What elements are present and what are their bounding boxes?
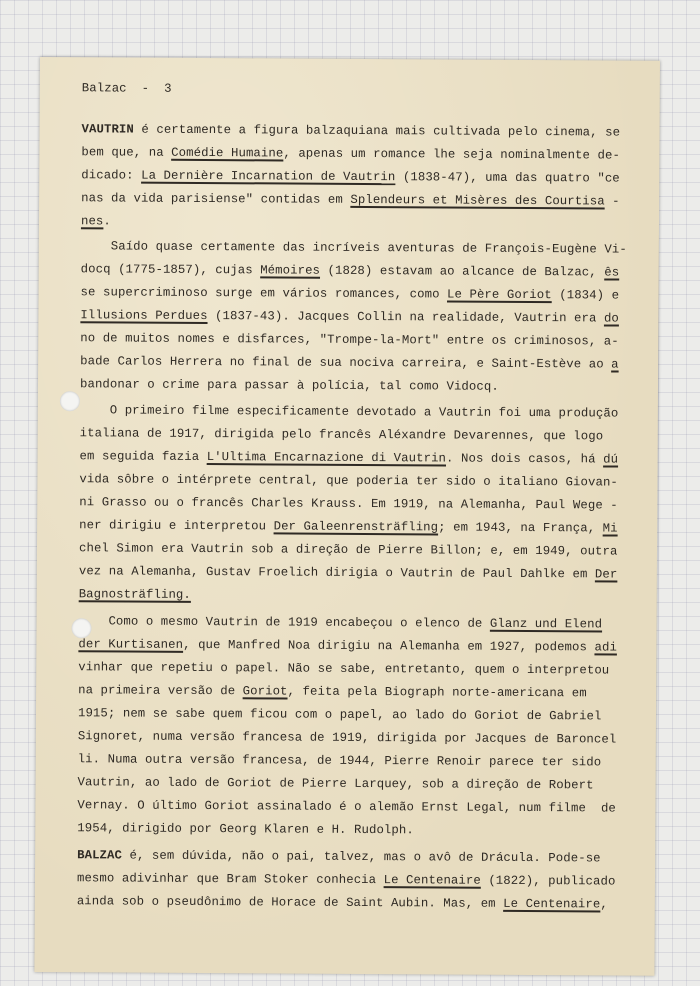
text-run: (1828) estavam ao alcance de Balzac, — [320, 263, 605, 280]
text-line — [78, 683, 587, 700]
text-line — [80, 377, 499, 394]
text-line — [79, 472, 618, 489]
underlined-title: Le Centenaire — [383, 873, 481, 888]
text-run: Como o mesmo Vautrin de 1919 encabeçou o elenco de — [78, 614, 490, 631]
text-run: se supercriminoso surge em vários romances, como — [80, 285, 448, 302]
text-line — [81, 191, 620, 208]
underlined-title: Splendeurs et Misères des Courtisa — [350, 192, 605, 209]
underlined-title: adi — [594, 640, 617, 655]
text-line — [78, 706, 602, 723]
text-line — [78, 729, 617, 746]
underlined-title: Comédie Humaine — [171, 145, 284, 161]
text-run: , — [600, 897, 608, 912]
text-line — [77, 798, 616, 815]
text-run: (1822), publicado — [480, 873, 616, 889]
text-run: vida sôbre o intérprete central, que poderia ter sido o italiano Giovan- — [79, 472, 618, 490]
text-run: vez na Alemanha, Gustav Froelich dirigia o Vautrin de Paul Dahlke em — [78, 564, 595, 582]
text-run: nas da vida parisiense" contidas em — [81, 191, 351, 207]
text-line — [78, 637, 617, 654]
text-run: , feita pela Biograph norte-americana em — [287, 684, 587, 701]
text-run: ni Grasso ou o francês Charles Krauss. Em 1919, na Alemanha, Paul Wege - — [79, 495, 618, 513]
underlined-title: Mi — [602, 521, 618, 536]
text-line — [77, 871, 616, 888]
underlined-title: La Dernière Incarnation de Vautrin — [141, 168, 396, 185]
underlined-title: der Kurtisanen — [78, 637, 184, 652]
text-run: O primeiro filme especificamente devotado a Vautrin foi uma produção — [79, 403, 619, 421]
underlined-title: Glanz und Elend — [489, 616, 603, 632]
text-run: (1838-47), uma das quatro "ce — [395, 170, 620, 186]
text-line — [79, 495, 618, 512]
text-line — [80, 426, 604, 443]
text-run: ; em 1943, na França, — [438, 520, 603, 536]
text-run: é, sem dúvida, não o pai, talvez, mas o avô de Drácula. Pode-se — [121, 848, 601, 866]
underlined-title: nes — [80, 214, 104, 229]
underlined-title: Mémoires — [260, 263, 321, 278]
underlined-title: Goriot — [242, 684, 288, 699]
text-line — [81, 239, 627, 256]
text-run: docq (1775-1857), cujas — [80, 262, 261, 278]
text-run: Vautrin, ao lado de Goriot de Pierre Larquey, sob a direção de Robert — [77, 775, 594, 793]
text-run: chel Simon era Vautrin sob a direção de Pierre Billon; e, em 1949, outra — [78, 541, 618, 559]
text-run: ainda sob o pseudônimo de Horace de Saint Aubin. Mas, em — [76, 894, 504, 911]
text-run: - — [604, 194, 620, 209]
text-run: bade Carlos Herrera no final de sua nociva carreira, e Saint-Estève ao — [80, 354, 612, 372]
text-run: 1915; nem se sabe quem ficou com o papel, ao lado do Goriot de Gabriel — [77, 706, 602, 724]
typewritten-page — [34, 57, 660, 976]
text-line — [80, 449, 619, 466]
underlined-title: Le Centenaire — [503, 896, 601, 912]
underlined-title: Der Galeenrensträfling — [273, 519, 439, 535]
text-line — [80, 403, 619, 420]
text-run: . — [103, 214, 111, 229]
text-line — [80, 354, 619, 371]
text-run: no de muitos nomes e disfarces, "Trompe-la-Mort" entre os criminosos, a- — [80, 331, 619, 349]
text-run: vinhar que repetiu o papel. Não se sabe, entretanto, quem o interpretou — [78, 660, 610, 678]
text-run: li. Numa outra versão francesa, de 1944, Pierre Renoir parece ter sido — [77, 752, 602, 770]
text-line — [77, 821, 414, 837]
bold-word: VAUTRIN — [81, 122, 134, 137]
text-line — [82, 122, 621, 139]
underlined-title: Le Père Goriot — [447, 287, 552, 303]
text-line — [81, 145, 620, 162]
text-run: em seguida fazia — [79, 449, 207, 465]
text-run: ner dirigiu e interpretou — [79, 518, 274, 534]
text-run: (1834) e — [551, 288, 620, 303]
text-line — [78, 775, 594, 792]
underlined-title: Bagnosträfling. — [78, 587, 191, 602]
text-run: é certamente a figura balzaquiana mais cultivada pelo cinema, se — [133, 122, 621, 140]
text-run: bem que, na — [81, 145, 172, 160]
text-run: italiana de 1917, dirigida pelo francês Aléxandre Devarennes, que logo — [79, 426, 604, 444]
text-line — [81, 168, 620, 185]
text-run: , que Manfred Noa dirigiu na Alemanha em 1927, podemos — [183, 637, 595, 655]
text-line — [81, 262, 620, 279]
text-run: Signoret, numa versão francesa de 1919, dirigida por Jacques de Baroncel — [77, 729, 617, 747]
underlined-title: a — [611, 357, 619, 372]
text-run: . Nos dois casos, há — [446, 451, 604, 467]
text-line — [79, 587, 191, 602]
text-run: Saído quase certamente das incríveis aventuras de François-Eugène Vi- — [80, 239, 627, 257]
underlined-title: L'Ultima Encarnazione di Vautrin — [206, 450, 447, 466]
text-line — [79, 614, 603, 631]
text-line — [80, 331, 619, 348]
text-run: Vernay. O último Goriot assinalado é o alemão Ernst Legal, num filme de — [77, 798, 616, 816]
text-line — [78, 752, 602, 769]
text-line — [81, 214, 111, 228]
text-run: bandonar o crime para passar à polícia, tal como Vidocq. — [79, 377, 499, 394]
text-run: , apenas um romance lhe seja nominalmente de- — [283, 146, 620, 163]
underlined-title: do — [603, 311, 619, 326]
underlined-title: ês — [604, 265, 620, 280]
underlined-title: Illusions Perdues — [80, 308, 208, 324]
underlined-title: Der — [594, 567, 618, 582]
text-line — [81, 285, 620, 302]
text-line — [77, 894, 608, 911]
underlined-title: dú — [603, 452, 619, 467]
bold-word: BALZAC — [77, 848, 123, 863]
text-run: na primeira versão de — [78, 683, 243, 699]
page-header: Balzac - 3 — [81, 81, 172, 96]
punch-hole-top — [60, 391, 80, 411]
text-run: (1837-43). Jacques Collin na realidade, Vautrin era — [207, 309, 605, 326]
page-text — [76, 57, 652, 975]
text-line — [78, 660, 609, 677]
text-run: 1954, dirigido por Georg Klaren e H. Rudolph. — [77, 821, 414, 838]
text-line — [79, 541, 618, 558]
text-run: mesmo adivinhar que Bram Stoker conhecia — [76, 871, 384, 888]
text-line — [79, 518, 618, 535]
text-run: dicado: — [81, 168, 142, 183]
text-line — [77, 848, 601, 865]
text-line — [80, 308, 619, 325]
text-line — [79, 564, 618, 581]
